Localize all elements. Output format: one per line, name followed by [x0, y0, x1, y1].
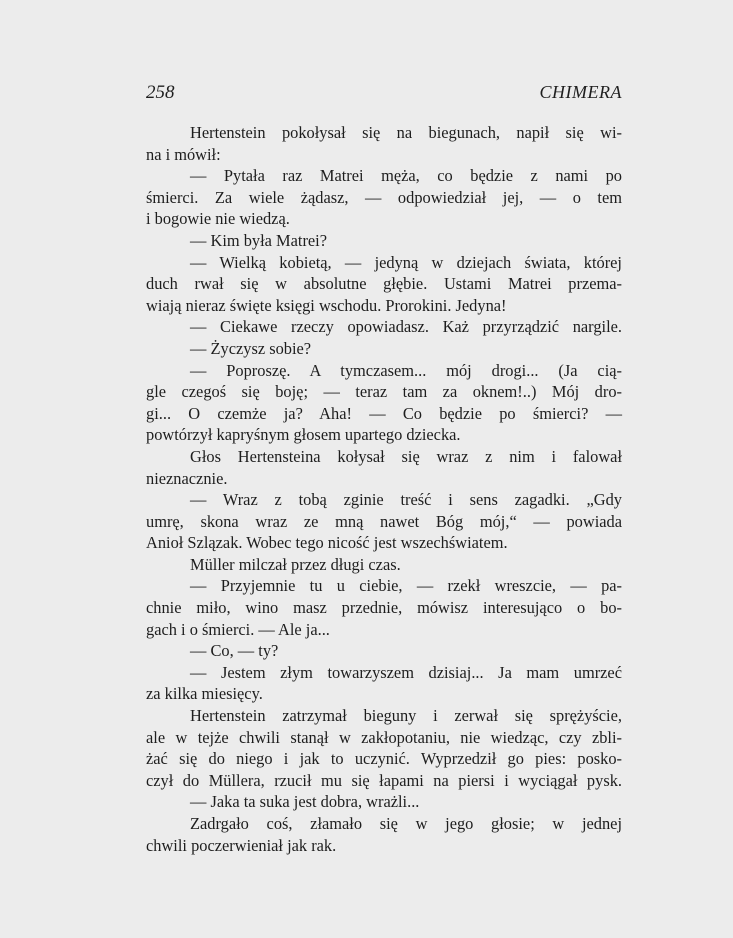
text-line: — Pytała raz Matrei męża, co będzie z nami po	[190, 166, 622, 186]
text-line: — Wraz z tobą zginie treść i sens zagadki. „Gdy	[190, 490, 622, 510]
text-line: Anioł Szlązak. Wobec tego nicość jest wszechświatem.	[146, 533, 508, 553]
text-line: Müller milczał przez długi czas.	[190, 554, 401, 574]
text-line: wiają nieraz święte księgi wschodu. Prorokini. Jedyna!	[146, 295, 507, 315]
text-line: duch rwał się w absolutne głębie. Ustami Matrei przema-	[146, 274, 622, 294]
text-line: czył do Müllera, rzucił mu się łapami na piersi i wyciągał pysk.	[146, 770, 622, 790]
text-line: — Kim była Matrei?	[190, 230, 328, 250]
text-line: gle czegoś się boję; — teraz tam za oknem!..) Mój dro-	[146, 382, 622, 402]
text-line: gach i o śmierci. — Ale ja...	[146, 619, 330, 639]
book-page	[146, 82, 622, 856]
text-line: — Przyjemnie tu u ciebie, — rzekł wreszcie, — pa-	[190, 576, 622, 596]
text-line: — Ciekawe rzeczy opowiadasz. Każ przyrządzić nargile.	[190, 317, 622, 337]
text-line: — Jestem złym towarzyszem dzisiaj... Ja mam umrzeć	[190, 662, 622, 682]
text-line: powtórzył kapryśnym głosem upartego dziecka.	[146, 425, 461, 445]
page-header	[146, 82, 622, 108]
body-text	[146, 122, 622, 856]
text-line: ale w tejże chwili stanął w zakłopotaniu, nie wiedząc, czy zbli-	[146, 727, 622, 747]
text-line: — Życzysz sobie?	[190, 338, 312, 358]
text-line: Głos Hertensteina kołysał się wraz z nim i falował	[190, 446, 622, 466]
text-line: umrę, skona wraz ze mną nawet Bóg mój,“ — powiada	[146, 511, 622, 531]
text-line: Hertenstein pokołysał się na biegunach, napił się wi-	[190, 123, 622, 142]
text-line: — Wielką kobietą, — jedyną w dziejach świata, której	[190, 252, 622, 272]
text-line: nieznacznie.	[146, 468, 228, 488]
text-line: — Jaka ta suka jest dobra, wrażli...	[190, 792, 420, 812]
text-line: — Co, — ty?	[190, 641, 279, 661]
text-line: śmierci. Za wiele żądasz, — odpowiedział jej, — o tem	[146, 187, 622, 207]
text-line: na i mówił:	[146, 144, 221, 164]
page-number: 258	[146, 82, 175, 103]
text-line: Zadrgało coś, złamało się w jego głosie; w jednej	[190, 814, 622, 833]
running-title: CHIMERA	[539, 82, 622, 102]
text-line: chnie miło, wino masz przednie, mówisz interesująco o bo-	[146, 598, 622, 618]
text-line: i bogowie nie wiedzą.	[146, 209, 290, 229]
text-line: Hertenstein zatrzymał bieguny i zerwał się sprężyście,	[190, 706, 622, 726]
text-line: — Poproszę. A tymczasem... mój drogi... (Ja cią-	[190, 360, 622, 380]
text-line: żać się do niego i jak to uczynić. Wyprzedził go pies: posko-	[146, 749, 622, 769]
text-line: chwili poczerwieniał jak rak.	[146, 835, 337, 855]
text-line: za kilka miesięcy.	[146, 684, 263, 704]
text-line: gi... O czemże ja? Aha! — Co będzie po śmierci? —	[146, 403, 622, 423]
